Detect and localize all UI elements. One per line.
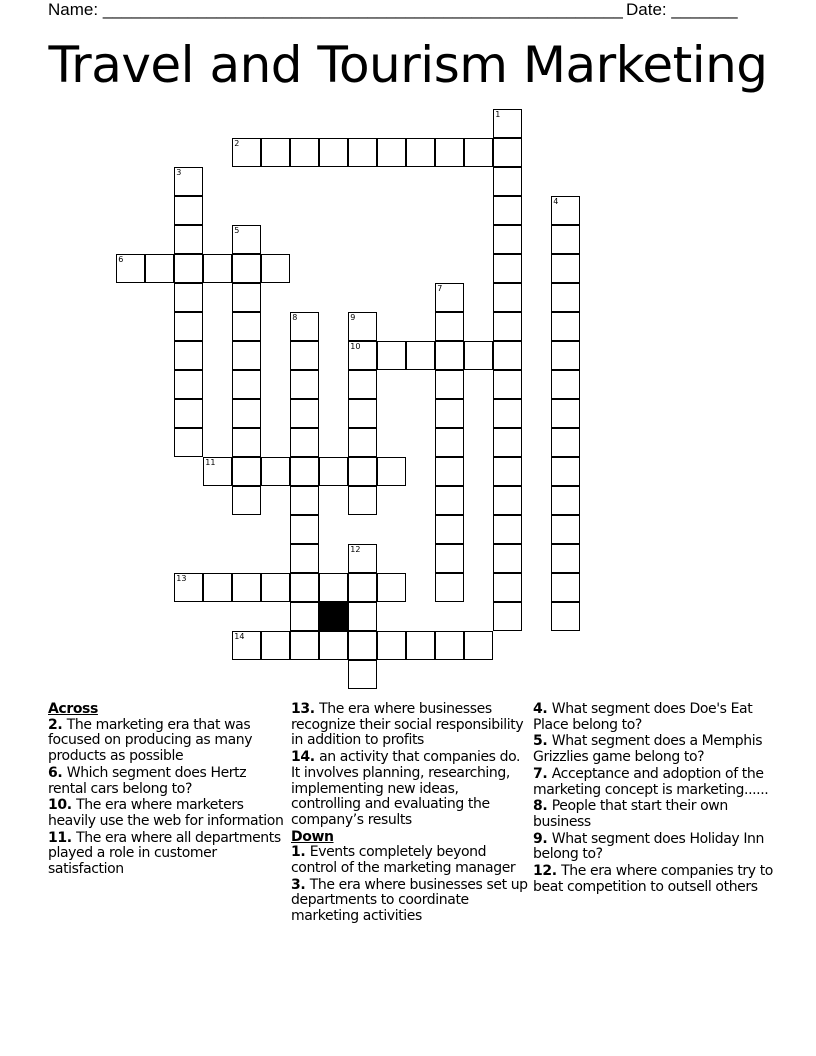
grid-cell[interactable] [493, 486, 522, 515]
clue-dot: . [542, 765, 552, 782]
grid-cell[interactable] [348, 428, 377, 457]
grid-cell[interactable] [232, 573, 261, 602]
grid-cell[interactable] [290, 370, 319, 399]
clue-text: The marketing era that was focused on producing as many products as possible [48, 716, 253, 765]
clue-text: What segment does Doe's Eat Place belong to? [533, 701, 753, 733]
grid-cell[interactable] [232, 254, 261, 283]
grid-cell[interactable] [319, 138, 348, 167]
grid-cell[interactable] [493, 602, 522, 631]
down-clue [533, 864, 773, 895]
grid-cell[interactable] [493, 341, 522, 370]
grid-cell[interactable] [290, 428, 319, 457]
grid-cell[interactable] [493, 225, 522, 254]
clue-dot: . [542, 830, 552, 847]
grid-cell[interactable] [435, 428, 464, 457]
grid-cell[interactable] [551, 399, 580, 428]
clue-dot: . [309, 749, 320, 766]
clue-text: Which segment does Hertz rental cars belong to? [48, 764, 247, 797]
grid-cell[interactable] [145, 254, 174, 283]
across-clue [48, 718, 288, 765]
grid-cell[interactable] [551, 602, 580, 631]
grid-cell[interactable] [174, 225, 203, 254]
grid-cell[interactable] [232, 312, 261, 341]
grid-cell[interactable] [406, 631, 435, 660]
clue-text: The era where marketers heavily use the web for information [48, 797, 284, 829]
grid-cell[interactable] [348, 457, 377, 486]
clue-text: What segment does Holiday Inn belong to? [533, 830, 764, 863]
grid-cell[interactable] [290, 573, 319, 602]
grid-cell[interactable] [551, 370, 580, 399]
down-clue [533, 767, 773, 798]
grid-cell[interactable] [551, 544, 580, 573]
grid-cell[interactable] [232, 486, 261, 515]
grid-cell[interactable] [493, 196, 522, 225]
page-title: Travel and Tourism Marketing [48, 36, 768, 94]
down-clue [533, 702, 773, 733]
clue-number-label: 1 [291, 844, 301, 861]
grid-cell[interactable] [435, 399, 464, 428]
grid-cell[interactable] [261, 573, 290, 602]
grid-cell[interactable] [232, 428, 261, 457]
grid-cell[interactable] [174, 428, 203, 457]
clue-number-label: 8 [533, 798, 543, 815]
clue-number-label: 5 [533, 733, 543, 750]
clue-number-label: 13 [291, 701, 310, 717]
grid-cell[interactable] [174, 312, 203, 341]
grid-cell[interactable] [348, 312, 377, 341]
grid-cell[interactable] [464, 341, 493, 370]
grid-cell[interactable] [290, 341, 319, 370]
across-clue [48, 798, 288, 829]
grid-cell[interactable] [551, 225, 580, 254]
grid-cell[interactable] [348, 602, 377, 631]
across-clue [48, 766, 288, 797]
grid-cell[interactable] [290, 312, 319, 341]
grid-cell[interactable] [348, 631, 377, 660]
grid-cell[interactable] [551, 254, 580, 283]
grid-cell[interactable] [319, 573, 348, 602]
clue-text: The era where businesses recognize their social responsibility in addition to profits [291, 701, 524, 749]
grid-cell[interactable] [464, 138, 493, 167]
clue-text: The era where companies try to beat competition to outsell others [533, 863, 773, 895]
grid-cell[interactable] [232, 370, 261, 399]
grid-cell[interactable] [435, 486, 464, 515]
clue-number: 7 [437, 284, 443, 294]
down-clue [533, 832, 773, 863]
name-field[interactable] [48, 0, 623, 20]
clue-number: 10 [350, 342, 361, 352]
clue-dot: . [551, 863, 562, 880]
grid-cell[interactable] [232, 399, 261, 428]
grid-cell[interactable] [435, 341, 464, 370]
clue-text: The era where businesses set up departments to coordinate marketing activities [291, 876, 528, 925]
clue-dot: . [542, 798, 552, 815]
grid-cell[interactable] [319, 631, 348, 660]
clue-text: Acceptance and adoption of the marketing concept is marketing...... [533, 765, 769, 798]
grid-cell[interactable] [551, 573, 580, 602]
grid-cell[interactable] [493, 457, 522, 486]
grid-cell[interactable] [377, 457, 406, 486]
clue-number: 1 [495, 110, 501, 120]
grid-cell[interactable] [493, 167, 522, 196]
grid-cell[interactable] [435, 573, 464, 602]
down-heading: Down [291, 828, 334, 845]
grid-cell[interactable] [493, 138, 522, 167]
grid-cell[interactable] [232, 283, 261, 312]
grid-cell[interactable] [551, 341, 580, 370]
clue-text: People that start their own business [533, 798, 728, 830]
clue-text: What segment does a Memphis Grizzlies game belong to? [533, 733, 763, 766]
grid-cell[interactable] [116, 254, 145, 283]
grid-cell[interactable] [290, 544, 319, 573]
clue-number-label: 6 [48, 764, 58, 781]
grid-cell[interactable] [377, 138, 406, 167]
grid-cell[interactable] [435, 138, 464, 167]
grid-cell[interactable] [203, 254, 232, 283]
clue-number: 8 [292, 313, 298, 323]
grid-cell[interactable] [203, 573, 232, 602]
clue-number-label: 12 [533, 863, 552, 880]
clue-number-label: 9 [533, 830, 543, 847]
grid-cell[interactable] [377, 573, 406, 602]
clue-text: Events completely beyond control of the marketing manager [291, 844, 516, 877]
grid-cell[interactable] [493, 573, 522, 602]
clue-number-label: 7 [533, 765, 543, 782]
grid-cell[interactable] [551, 196, 580, 225]
grid-cell[interactable] [174, 283, 203, 312]
grid-cell[interactable] [435, 631, 464, 660]
grid-cell[interactable] [493, 399, 522, 428]
down-clue [291, 878, 531, 925]
grid-cell[interactable] [319, 457, 348, 486]
grid-cell[interactable] [232, 138, 261, 167]
grid-cell[interactable] [290, 399, 319, 428]
grid-cell[interactable] [435, 283, 464, 312]
name-blank: _______________________________________________________ [102, 0, 623, 19]
grid-cell[interactable] [174, 573, 203, 602]
clue-number-label: 3 [291, 876, 301, 893]
grid-cell[interactable] [261, 457, 290, 486]
clue-number: 13 [176, 574, 187, 584]
clue-number: 12 [350, 545, 361, 555]
clue-dot: . [300, 876, 310, 893]
grid-cell[interactable] [290, 515, 319, 544]
across-clue [291, 750, 531, 829]
grid-cell[interactable] [435, 544, 464, 573]
grid-cell[interactable] [493, 254, 522, 283]
across-clue [291, 702, 531, 749]
grid-cell[interactable] [377, 341, 406, 370]
grid-cell[interactable] [232, 225, 261, 254]
clue-dot: . [542, 701, 552, 717]
grid-cell[interactable] [290, 138, 319, 167]
black-cell [319, 602, 348, 631]
grid-cell[interactable] [551, 515, 580, 544]
clue-number-label: 14 [291, 749, 310, 766]
grid-cell[interactable] [290, 631, 319, 660]
grid-cell[interactable] [232, 341, 261, 370]
grid-cell[interactable] [493, 109, 522, 138]
name-label: Name: [48, 0, 99, 19]
grid-cell[interactable] [551, 457, 580, 486]
grid-cell[interactable] [348, 138, 377, 167]
grid-cell[interactable] [406, 341, 435, 370]
grid-cell[interactable] [290, 486, 319, 515]
clue-dot: . [542, 733, 552, 750]
clue-number-label: 2 [48, 716, 58, 733]
grid-cell[interactable] [348, 370, 377, 399]
grid-cell[interactable] [174, 341, 203, 370]
clue-number-label: 4 [533, 701, 543, 717]
down-clue [533, 734, 773, 765]
clue-number: 4 [553, 197, 559, 207]
clue-text: an activity that companies do. It involves planning, researching, implementing new ideas, controlling and evaluating the company’s results [291, 749, 521, 828]
grid-cell[interactable] [493, 428, 522, 457]
grid-cell[interactable] [406, 138, 435, 167]
grid-cell[interactable] [435, 515, 464, 544]
grid-cell[interactable] [203, 457, 232, 486]
grid-cell[interactable] [493, 544, 522, 573]
grid-cell[interactable] [290, 457, 319, 486]
grid-cell[interactable] [348, 544, 377, 573]
grid-cell[interactable] [348, 341, 377, 370]
grid-cell[interactable] [435, 370, 464, 399]
clue-dot: . [66, 829, 77, 846]
grid-cell[interactable] [493, 370, 522, 399]
grid-cell[interactable] [493, 515, 522, 544]
grid-cell[interactable] [551, 486, 580, 515]
grid-cell[interactable] [348, 486, 377, 515]
clue-text: The era where all departments played a role in customer satisfaction [48, 829, 281, 878]
grid-cell[interactable] [261, 254, 290, 283]
grid-cell[interactable] [435, 457, 464, 486]
grid-cell[interactable] [261, 631, 290, 660]
clue-dot: . [57, 716, 67, 733]
grid-cell[interactable] [174, 196, 203, 225]
grid-cell[interactable] [348, 399, 377, 428]
date-blank: _______ [671, 0, 738, 19]
grid-cell[interactable] [174, 399, 203, 428]
clues-column-1 [48, 702, 288, 879]
grid-cell[interactable] [464, 631, 493, 660]
grid-cell[interactable] [551, 283, 580, 312]
grid-cell[interactable] [174, 167, 203, 196]
clue-number-label: 10 [48, 797, 67, 814]
clue-number: 3 [176, 168, 182, 178]
clue-dot: . [309, 701, 320, 717]
grid-cell[interactable] [493, 312, 522, 341]
grid-cell[interactable] [348, 573, 377, 602]
clue-number: 5 [234, 226, 240, 236]
grid-cell[interactable] [551, 312, 580, 341]
clue-dot: . [300, 844, 310, 861]
clue-number: 9 [350, 313, 356, 323]
grid-cell[interactable] [435, 312, 464, 341]
clue-number: 6 [118, 255, 124, 265]
grid-cell[interactable] [493, 283, 522, 312]
clue-dot: . [66, 797, 77, 814]
grid-cell[interactable] [551, 428, 580, 457]
across-clue [48, 831, 288, 878]
date-field[interactable] [626, 0, 738, 20]
grid-cell[interactable] [377, 631, 406, 660]
clue-number: 14 [234, 632, 245, 642]
clue-dot: . [57, 764, 67, 781]
across-heading: Across [48, 701, 98, 717]
grid-cell[interactable] [261, 138, 290, 167]
down-clue [533, 799, 773, 830]
clue-number: 2 [234, 139, 240, 149]
grid-cell[interactable] [232, 457, 261, 486]
grid-cell[interactable] [174, 254, 203, 283]
down-clue [291, 845, 531, 876]
grid-cell[interactable] [174, 370, 203, 399]
clue-number-label: 11 [48, 829, 67, 846]
grid-cell[interactable] [348, 660, 377, 689]
grid-cell[interactable] [290, 602, 319, 631]
clues-column-3 [533, 702, 773, 896]
date-label: Date: [626, 0, 667, 19]
clue-number: 11 [205, 458, 216, 468]
grid-cell[interactable] [232, 631, 261, 660]
clues-column-2 [291, 702, 531, 926]
